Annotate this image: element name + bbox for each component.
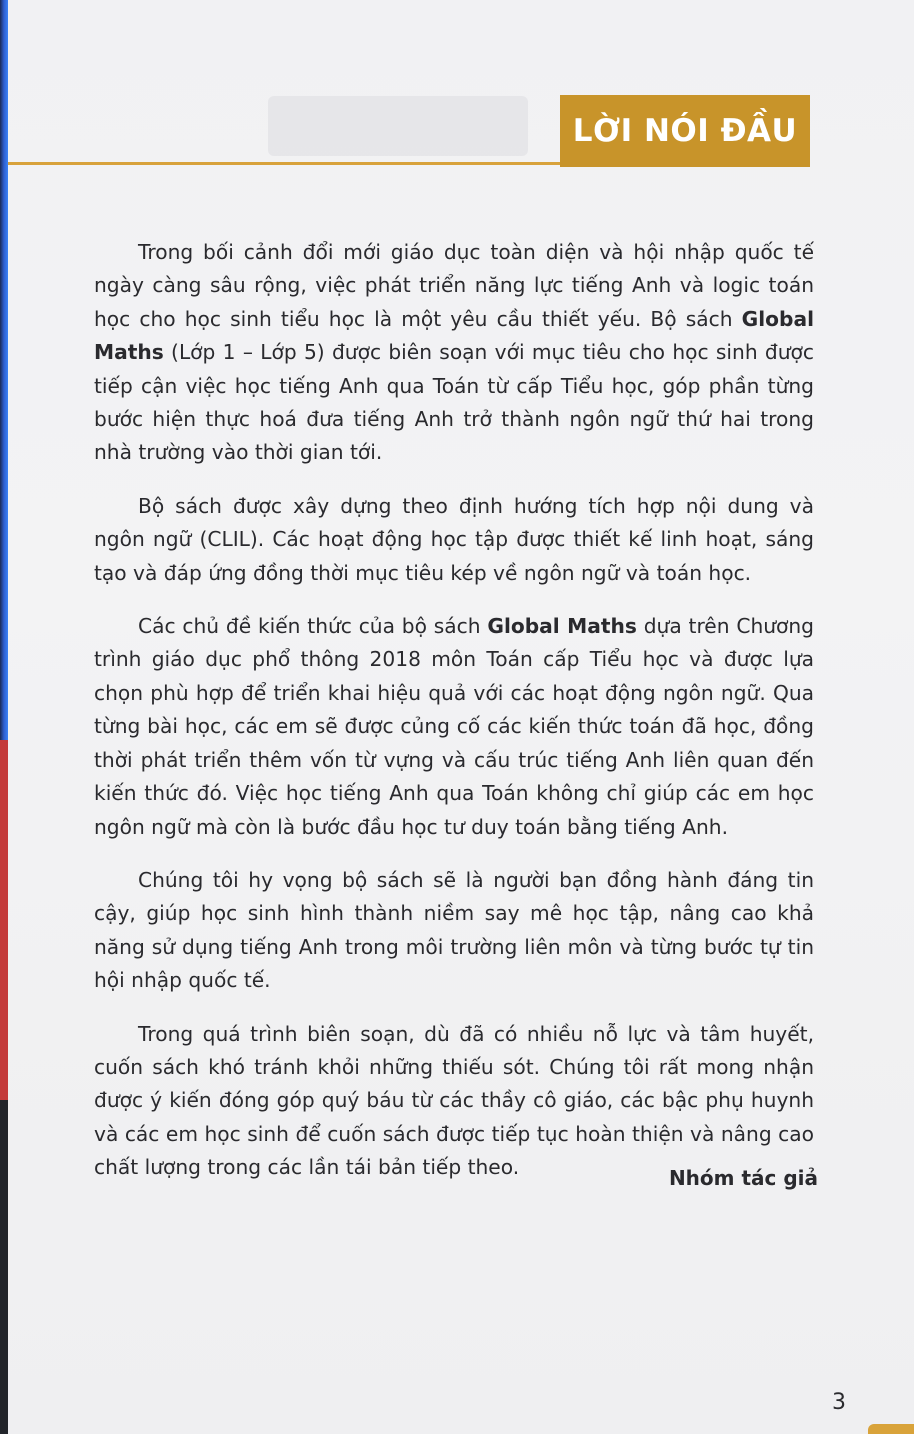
book-title-emphasis: Global Maths — [94, 306, 814, 365]
paragraph-5: Trong quá trình biên soạn, dù đã có nhiều nỗ lực và tâm huyết, cuốn sách khó tránh khỏi những thiếu sót. Chúng tôi rất mong nhận được ý kiến đóng góp quý báu từ các thầy cô giáo, các bậc phụ huynh và các em học sinh để cuốn sách được tiếp tục hoàn thiện và nâng cao chất lượng trong các lần tái bản tiếp theo. — [94, 1021, 814, 1180]
author-signature: Nhóm tác giả — [668, 1166, 818, 1190]
header-rule — [8, 162, 568, 165]
title-banner — [560, 95, 810, 167]
book-page — [8, 0, 914, 1434]
preface-body — [94, 236, 814, 1205]
book-title-emphasis: Global Maths — [487, 614, 637, 639]
book-spine-edge — [0, 0, 8, 1434]
show-through-ghost — [268, 96, 528, 156]
page-number: 3 — [832, 1390, 846, 1415]
paragraph-3: Các chủ đề kiến thức của bộ sách Global Maths dựa trên Chương trình giáo dục phổ thông 2018 môn Toán cấp Tiểu học và được lựa chọn phù hợp để triển khai hiệu quả với các hoạt động ngôn ngữ. Qua từng bài học, các em sẽ được củng cố các kiến thức toán đã học, đồng thời phát triển thêm vốn từ vựng và cấu trúc tiếng Anh liên quan đến kiến thức đó. Việc học tiếng Anh qua Toán không chỉ giúp các em học ngôn ngữ mà còn là bước đầu học tư duy toán bằng tiếng Anh. — [94, 614, 814, 839]
corner-tab — [868, 1424, 914, 1434]
spine-red-band — [0, 740, 8, 1100]
paragraph-4: Chúng tôi hy vọng bộ sách sẽ là người bạn đồng hành đáng tin cậy, giúp học sinh hình thành niềm say mê học tập, nâng cao khả năng sử dụng tiếng Anh trong môi trường liên môn và từng bước tự tin hội nhập quốc tế. — [94, 867, 814, 993]
paragraph-2: Bộ sách được xây dựng theo định hướng tích hợp nội dung và ngôn ngữ (CLIL). Các hoạt động học tập được thiết kế linh hoạt, sáng tạo và đáp ứng đồng thời mục tiêu kép về ngôn ngữ và toán học. — [94, 493, 814, 585]
spine-dark-band — [0, 1100, 8, 1434]
page-title: LỜI NÓI ĐẦU — [572, 113, 798, 149]
paragraph-1: Trong bối cảnh đổi mới giáo dục toàn diện và hội nhập quốc tế ngày càng sâu rộng, việc phát triển năng lực tiếng Anh và logic toán học cho học sinh tiểu học là một yêu cầu thiết yếu. Bộ sách Global Maths (Lớp 1 – Lớp 5) được biên soạn với mục tiêu cho học sinh được tiếp cận việc học tiếng Anh qua Toán từ cấp Tiểu học, góp phần từng bước hiện thực hoá đưa tiếng Anh trở thành ngôn ngữ thứ hai trong nhà trường vào thời gian tới. — [94, 240, 814, 465]
